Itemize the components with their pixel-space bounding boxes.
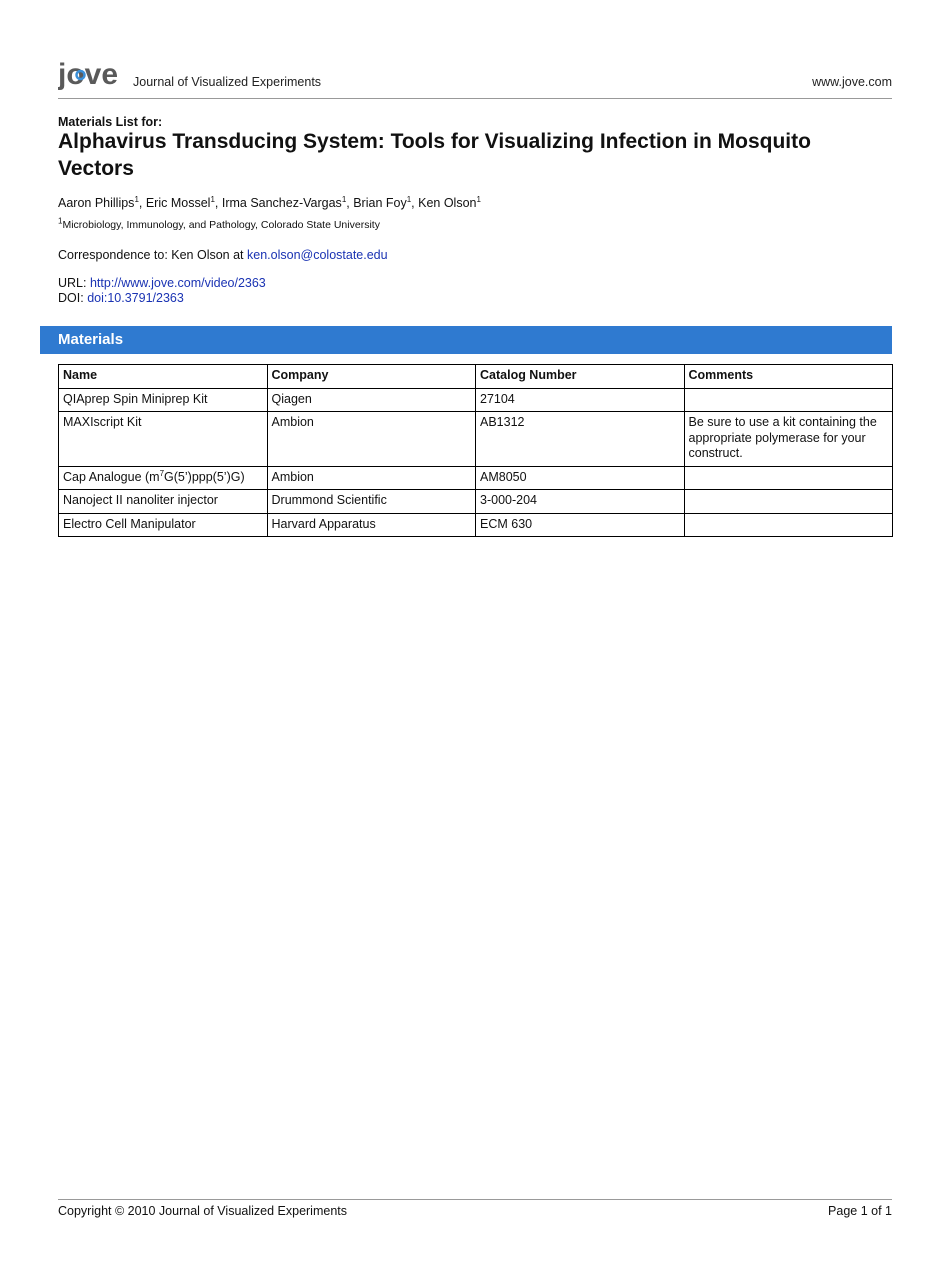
jove-logo-icon: [58, 60, 128, 94]
correspondence-email-link[interactable]: ken.olson@colostate.edu: [247, 248, 388, 262]
author: Ken Olson: [418, 196, 477, 210]
table-row: [59, 388, 893, 412]
journal-name: Journal of Visualized Experiments: [133, 75, 322, 89]
author: Eric Mossel: [145, 196, 211, 210]
cell-catalog: 3-000-204: [476, 490, 685, 514]
cell-comments: [684, 466, 893, 490]
cell-name: MAXIscript Kit: [59, 412, 268, 467]
cell-company: Ambion: [267, 466, 476, 490]
cell-company: Qiagen: [267, 388, 476, 412]
copyright: Copyright © 2010 Journal of Visualized Experiments: [58, 1204, 347, 1218]
cell-name: QIAprep Spin Miniprep Kit: [59, 388, 268, 412]
column-header-company: Company: [267, 365, 476, 389]
page-number: Page 1 of 1: [828, 1204, 892, 1218]
materials-table: [58, 364, 893, 537]
author: Aaron Phillips: [58, 196, 135, 210]
svg-text:jove: jove: [58, 60, 119, 91]
table-header-row: [59, 365, 893, 389]
author-list: Aaron Phillips$^1$, Eric Mossel$^1$, Irma Sanchez-Vargas$^1$, Brian Foy$^1$, Ken Olson$^1$: [58, 194, 481, 210]
materials-section-header: [40, 326, 892, 354]
affiliation: $^1$Microbiology, Immunology, and Pathology, Colorado State University: [58, 216, 380, 231]
doi-link[interactable]: doi:10.3791/2363: [87, 291, 184, 305]
table-row: [59, 412, 893, 467]
cell-company: Ambion: [267, 412, 476, 467]
author: Irma Sanchez-Vargas: [221, 196, 342, 210]
column-header-name: Name: [59, 365, 268, 389]
section-title: Materials: [58, 331, 124, 348]
table-row: [59, 490, 893, 514]
cell-company: Drummond Scientific: [267, 490, 476, 514]
materials-list-label: Materials List for:: [58, 115, 163, 129]
column-header-comments: Comments: [684, 365, 893, 389]
cell-comments: [684, 388, 893, 412]
doi-line: DOI: doi:10.3791/2363: [58, 291, 184, 305]
author: Brian Foy: [353, 196, 407, 210]
cell-catalog: AM8050: [476, 466, 685, 490]
table-row: [59, 513, 893, 537]
page-footer: [58, 1199, 892, 1218]
cell-comments: Be sure to use a kit containing the appropriate polymerase for your construct.: [684, 412, 893, 467]
site-url[interactable]: www.jove.com: [812, 75, 892, 89]
cell-catalog: ECM 630: [476, 513, 685, 537]
page-header: [58, 58, 892, 99]
cell-catalog: 27104: [476, 388, 685, 412]
cell-comments: [684, 490, 893, 514]
article-title: Alphavirus Transducing System: Tools for Visualizing Infection in Mosquito Vectors: [58, 130, 811, 180]
cell-catalog: AB1312: [476, 412, 685, 467]
cell-company: Harvard Apparatus: [267, 513, 476, 537]
cell-name: Electro Cell Manipulator: [59, 513, 268, 537]
cell-name: Nanoject II nanoliter injector: [59, 490, 268, 514]
column-header-catalog-number: Catalog Number: [476, 365, 685, 389]
correspondence: Correspondence to: Ken Olson at ken.olson@colostate.edu: [58, 248, 388, 262]
table-row: [59, 466, 893, 490]
url-line: URL: http://www.jove.com/video/2363: [58, 276, 266, 290]
cell-name: Cap Analogue $(m^7G(5’)ppp(5’)G)$: [59, 466, 268, 490]
video-url-link[interactable]: http://www.jove.com/video/2363: [89, 276, 266, 290]
cell-comments: [684, 513, 893, 537]
